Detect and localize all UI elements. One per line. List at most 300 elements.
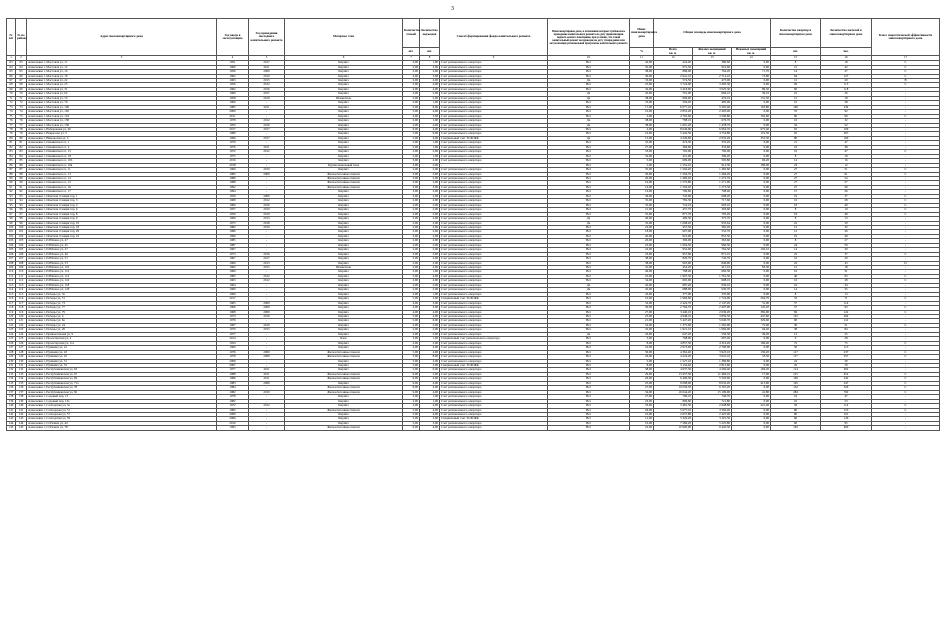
- table-cell: 1 008,20: [654, 221, 693, 225]
- table-cell: 2012: [249, 119, 285, 123]
- table-cell: Алексеевка г, Опытная станция тер, 22: [27, 234, 217, 238]
- table-cell: 4 948,10: [654, 315, 693, 319]
- table-cell: -: [249, 346, 285, 350]
- table-cell: 1958: [217, 96, 249, 100]
- table-cell: 145,20: [732, 306, 771, 310]
- table-cell: 2,00: [420, 283, 440, 287]
- table-cell: 2,00: [403, 203, 420, 207]
- table-cell: 2,00: [403, 61, 420, 65]
- table-cell: 2,00: [420, 221, 440, 225]
- table-cell: 3,00: [403, 172, 420, 176]
- table-cell: Алексеевка г, П.Юшано ул, 114: [27, 274, 217, 278]
- table-cell: 4,00: [420, 87, 440, 91]
- table-cell: 66: [16, 74, 27, 78]
- table-cell: 0,00: [732, 426, 771, 430]
- table-cell: 114: [7, 288, 16, 292]
- table-cell: Нет: [548, 306, 630, 310]
- table-cell: 2,00: [420, 341, 440, 345]
- table-cell: Кирпич: [285, 92, 403, 96]
- table-cell: C: [872, 381, 940, 385]
- table-cell: 138: [7, 395, 16, 399]
- unit-residents: чел.: [821, 48, 872, 56]
- table-cell: 152: [771, 386, 821, 390]
- table-cell: 69: [771, 310, 821, 314]
- table-cell: 3 560,40: [693, 408, 732, 412]
- table-cell: 721,80: [693, 399, 732, 403]
- table-cell: Счет регионального оператора: [440, 230, 548, 234]
- table-cell: Нет: [548, 297, 630, 301]
- table-cell: Алексеевка г, Садовый пер, 13: [27, 395, 217, 399]
- table-cell: -: [872, 395, 940, 399]
- table-cell: 4,00: [403, 301, 420, 305]
- table-cell: 94: [16, 199, 27, 203]
- table-cell: Счет регионального оператора: [440, 412, 548, 416]
- table-cell: 41,00: [630, 266, 654, 270]
- table-cell: 47: [821, 150, 872, 154]
- table-cell: Счет регионального оператора: [440, 368, 548, 372]
- table-cell: 9: [771, 337, 821, 341]
- table-cell: 26,00: [630, 355, 654, 359]
- table-cell: 17,00: [630, 105, 654, 109]
- table-cell: 0,00: [732, 337, 771, 341]
- table-cell: Счет регионального оператора: [440, 310, 548, 314]
- table-cell: 2,00: [420, 372, 440, 376]
- table-cell: 80: [771, 136, 821, 140]
- table-cell: 1977: [217, 332, 249, 336]
- table-cell: 4,00: [420, 386, 440, 390]
- table-cell: 94,20: [732, 328, 771, 332]
- table-cell: Кирпич: [285, 301, 403, 305]
- table-cell: Нет: [548, 101, 630, 105]
- table-cell: 2010: [249, 168, 285, 172]
- column-number: 16: [821, 56, 872, 61]
- table-cell: 0,00: [732, 221, 771, 225]
- table-cell: 675,40: [732, 127, 771, 131]
- table-cell: 1996: [217, 136, 249, 140]
- table-cell: 8,00: [630, 364, 654, 368]
- table-cell: 2 425,00: [693, 412, 732, 416]
- table-cell: 95: [7, 203, 16, 207]
- table-cell: Нет: [548, 257, 630, 261]
- table-cell: 6 490,30: [654, 377, 693, 381]
- table-cell: 65: [7, 70, 16, 74]
- table-cell: 972,30: [654, 65, 693, 69]
- table-cell: 38,00: [630, 96, 654, 100]
- table-cell: 102: [16, 234, 27, 238]
- table-cell: 1960: [217, 101, 249, 105]
- table-cell: 80: [16, 136, 27, 140]
- table-cell: Кирпич: [285, 145, 403, 149]
- table-cell: 2011: [249, 105, 285, 109]
- table-cell: 41,80: [732, 390, 771, 394]
- table-cell: 607,00: [654, 230, 693, 234]
- table-cell: 4,00: [420, 408, 440, 412]
- table-cell: Счет регионального оператора: [440, 87, 548, 91]
- table-cell: 133: [7, 372, 16, 376]
- table-cell: Счет регионального оператора: [440, 328, 548, 332]
- table-cell: 2,00: [420, 230, 440, 234]
- table-cell: 16: [771, 279, 821, 283]
- table-cell: 22,00: [630, 426, 654, 430]
- table-cell: 3,00: [403, 252, 420, 256]
- table-cell: 75: [7, 114, 16, 118]
- table-cell: 51: [821, 323, 872, 327]
- table-cell: Железобетонные панели: [285, 350, 403, 354]
- header-year-repair: Год проведения последнего капитального ремонта: [249, 19, 285, 56]
- table-cell: 1959: [217, 212, 249, 216]
- table-cell: 2012: [249, 404, 285, 408]
- table-cell: 5,00: [403, 83, 420, 87]
- table-cell: 2017: [217, 127, 249, 131]
- table-cell: 29: [821, 257, 872, 261]
- table-cell: -: [872, 346, 940, 350]
- table-cell: Нет: [548, 70, 630, 74]
- table-cell: 4,00: [403, 310, 420, 314]
- table-cell: 16: [821, 159, 872, 163]
- table-cell: 79: [7, 132, 16, 136]
- header-emergency: Многоквартирные дома, в отношении которых требовалось проведение капитального ремонта на дату приватизации первого жилого помещения, при условии, что такой капитальный ремонт не проведен на дату утверждения или актуализации региональной программы капитального ремонта: [548, 19, 630, 56]
- table-cell: 764,50: [693, 248, 732, 252]
- table-cell: 5,00: [403, 315, 420, 319]
- table-cell: 2,00: [420, 70, 440, 74]
- table-cell: 38,00: [630, 368, 654, 372]
- table-cell: 0,00: [732, 154, 771, 158]
- table-cell: 2 424,70: [654, 301, 693, 305]
- table-cell: 3 859,50: [693, 315, 732, 319]
- table-cell: 12: [771, 230, 821, 234]
- table-cell: Кирпич: [285, 359, 403, 363]
- table-cell: Алексеевка г, Ольминского п, 16: [27, 185, 217, 189]
- table-cell: 22: [771, 221, 821, 225]
- table-cell: Алексеевка г, Мостовая ул, 74: [27, 96, 217, 100]
- table-cell: 130: [16, 359, 27, 363]
- table-cell: 4 362,40: [654, 350, 693, 354]
- table-cell: -: [249, 248, 285, 252]
- table-cell: 109: [821, 127, 872, 131]
- table-cell: 28: [821, 101, 872, 105]
- table-cell: -: [249, 141, 285, 145]
- table-cell: 886,90: [654, 70, 693, 74]
- table-cell: Счет регионального оператора: [440, 355, 548, 359]
- table-cell: 104: [16, 243, 27, 247]
- table-cell: Нет: [548, 181, 630, 185]
- table-cell: 594,20: [654, 101, 693, 105]
- table-cell: 73,80: [732, 74, 771, 78]
- table-cell: 2,00: [403, 225, 420, 229]
- table-cell: Алексеевка г, Республиканская ул, 78: [27, 386, 217, 390]
- table-cell: 0,00: [732, 65, 771, 69]
- table-cell: 393,60: [693, 208, 732, 212]
- table-cell: Кирпич: [285, 123, 403, 127]
- table-cell: Алексеевка г, Ст.Разина ул, 44: [27, 421, 217, 425]
- table-cell: Алексеевка г, Набережная ул, 46: [27, 127, 217, 131]
- table-cell: 363,60: [693, 239, 732, 243]
- table-cell: 366,90: [654, 145, 693, 149]
- table-cell: 933,64: [693, 221, 732, 225]
- table-cell: Да: [548, 332, 630, 336]
- table-cell: Кирпич: [285, 203, 403, 207]
- table-cell: 32: [821, 119, 872, 123]
- table-cell: 3,00: [420, 417, 440, 421]
- table-cell: 2 147,20: [693, 301, 732, 305]
- table-cell: 16: [771, 119, 821, 123]
- table-cell: 1 966,60: [654, 297, 693, 301]
- table-cell: Железобетонные панели: [285, 176, 403, 180]
- table-cell: 3 590,80: [693, 114, 732, 118]
- table-cell: 3,00: [420, 181, 440, 185]
- table-cell: -: [249, 319, 285, 323]
- table-cell: 2017: [249, 127, 285, 131]
- table-cell: -: [249, 412, 285, 416]
- table-cell: 606,60: [654, 96, 693, 100]
- table-cell: 717,60: [693, 199, 732, 203]
- table-cell: 88: [7, 172, 16, 176]
- table-cell: Кирпич: [285, 132, 403, 136]
- table-cell: Нет: [548, 225, 630, 229]
- table-cell: 1 527,10: [654, 359, 693, 363]
- table-cell: Счет регионального оператора: [440, 159, 548, 163]
- table-cell: 16: [771, 270, 821, 274]
- header-total: Всего кв. м.: [654, 48, 693, 56]
- table-cell: 1967: [217, 248, 249, 252]
- table-cell: -: [872, 127, 940, 131]
- table-cell: 72: [771, 341, 821, 345]
- table-cell: 109: [771, 377, 821, 381]
- table-cell: 0,00: [732, 261, 771, 265]
- table-cell: 5 225,80: [693, 421, 732, 425]
- table-cell: 4 316,20: [693, 341, 732, 345]
- table-cell: 21,00: [630, 319, 654, 323]
- table-cell: Нет: [548, 234, 630, 238]
- table-cell: 699,00: [654, 159, 693, 163]
- table-cell: Кирпич: [285, 141, 403, 145]
- table-cell: Счет регионального оператора: [440, 386, 548, 390]
- table-cell: Да: [548, 96, 630, 100]
- table-cell: 28: [821, 279, 872, 283]
- table-cell: 97: [16, 212, 27, 216]
- table-cell: 2,00: [403, 101, 420, 105]
- table-cell: 27,00: [630, 145, 654, 149]
- table-cell: 0,00: [732, 110, 771, 114]
- table-cell: Кирпич: [285, 274, 403, 278]
- table-cell: Счет регионального оператора: [440, 421, 548, 425]
- table-cell: 2,00: [420, 199, 440, 203]
- table-cell: 666,10: [693, 92, 732, 96]
- table-cell: 2 630,20: [693, 310, 732, 314]
- table-cell: Счет регионального оператора: [440, 212, 548, 216]
- table-cell: 133: [16, 372, 27, 376]
- table-cell: 9 167,20: [693, 386, 732, 390]
- table-cell: 14: [771, 159, 821, 163]
- table-cell: Алексеевка г, Республиканская ул, 82: [27, 390, 217, 394]
- table-cell: -: [249, 399, 285, 403]
- table-cell: 10,00: [630, 110, 654, 114]
- table-cell: 96: [16, 208, 27, 212]
- column-number: 4: [217, 56, 249, 61]
- table-cell: 1 724,00: [693, 297, 732, 301]
- table-cell: 1985: [217, 172, 249, 176]
- table-cell: 122: [821, 310, 872, 314]
- table-cell: 75,00: [732, 323, 771, 327]
- table-cell: 4,00: [420, 123, 440, 127]
- table-cell: 74: [7, 110, 16, 114]
- table-cell: 3 025,30: [693, 87, 732, 91]
- table-cell: 63: [16, 61, 27, 65]
- table-cell: Алексеевка г, Победы ул, 77: [27, 306, 217, 310]
- table-cell: 2,00: [420, 243, 440, 247]
- table-cell: 5,00: [630, 359, 654, 363]
- table-cell: Алексеевка г, Некрасова ул, 5: [27, 132, 217, 136]
- table-cell: 665,90: [654, 279, 693, 283]
- table-cell: 81: [16, 141, 27, 145]
- table-cell: Счет регионального оператора: [440, 119, 548, 123]
- table-cell: 134: [16, 377, 27, 381]
- table-cell: Алексеевка г, Пушкина ул, 41: [27, 346, 217, 350]
- table-cell: 103,80: [732, 105, 771, 109]
- table-cell: 1,00: [420, 141, 440, 145]
- table-cell: Алексеевка г, Победы ул, 51: [27, 297, 217, 301]
- table-cell: 5,00: [403, 105, 420, 109]
- table-cell: Кирпич: [285, 150, 403, 154]
- table-cell: Алексеевка г, Победы ул, 24: [27, 323, 217, 327]
- table-cell: 262: [821, 368, 872, 372]
- column-number: 12: [654, 56, 693, 61]
- table-cell: 110: [7, 270, 16, 274]
- table-cell: Алексеевка г, Республиканская ул, 63: [27, 368, 217, 372]
- table-cell: Нет: [548, 252, 630, 256]
- table-cell: 1976: [217, 145, 249, 149]
- table-cell: 16,00: [630, 190, 654, 194]
- table-cell: 1 265,90: [693, 323, 732, 327]
- table-cell: 2,00: [420, 159, 440, 163]
- table-cell: 120: [7, 315, 16, 319]
- column-number: 17: [872, 56, 940, 61]
- table-cell: 8,00: [630, 341, 654, 345]
- table-cell: Алексеевка г, Ольминского п, 14: [27, 176, 217, 180]
- table-cell: 65: [771, 127, 821, 131]
- table-cell: 49,20: [732, 332, 771, 336]
- table-cell: -: [872, 185, 940, 189]
- table-cell: 107: [16, 257, 27, 261]
- table-cell: -: [872, 217, 940, 221]
- table-cell: Блок: [285, 337, 403, 341]
- table-cell: Алексеевка г, Ольминского п, 15: [27, 150, 217, 154]
- table-cell: 35,00: [630, 141, 654, 145]
- table-cell: 2,00: [420, 150, 440, 154]
- table-cell: Железобетонные панели: [285, 372, 403, 376]
- table-cell: 3 418,60: [654, 87, 693, 91]
- table-cell: Алексеевка г, П.Юшано ул, 53: [27, 261, 217, 265]
- table-cell: C: [872, 70, 940, 74]
- table-cell: 4,00: [420, 346, 440, 350]
- table-cell: 4,00: [420, 127, 440, 131]
- table-cell: 2,00: [403, 270, 420, 274]
- table-cell: 2,00: [420, 234, 440, 238]
- table-cell: 126: [7, 341, 16, 345]
- table-cell: 57: [771, 306, 821, 310]
- table-cell: Счет регионального оператора: [440, 221, 548, 225]
- table-cell: 3,00: [420, 252, 440, 256]
- table-cell: 100: [16, 225, 27, 229]
- table-cell: 89: [16, 176, 27, 180]
- table-cell: 2,00: [403, 230, 420, 234]
- table-cell: 89: [7, 176, 16, 180]
- table-cell: Алексеевка г, Мостовая ул, 12: [27, 65, 217, 69]
- table-cell: -: [872, 159, 940, 163]
- table-cell: 8: [771, 217, 821, 221]
- table-cell: -: [249, 283, 285, 287]
- table-cell: 40: [771, 274, 821, 278]
- table-cell: Алексеевка г, Ольминского п, 10б: [27, 159, 217, 163]
- table-cell: 2017: [217, 297, 249, 301]
- table-cell: 169: [821, 136, 872, 140]
- table-cell: 1 570,80: [654, 181, 693, 185]
- table-cell: 2 714,10: [693, 74, 732, 78]
- table-cell: -: [872, 417, 940, 421]
- table-cell: 4,00: [420, 83, 440, 87]
- header-energy-class: Класс энергетической эффективности многоквартирного дома: [872, 19, 940, 56]
- table-cell: Нет: [548, 127, 630, 131]
- table-cell: 3 724,00: [654, 83, 693, 87]
- table-cell: Алексеевка г, П.Юшано ул, 116: [27, 279, 217, 283]
- table-cell: 35,00: [630, 212, 654, 216]
- table-cell: Кирпич: [285, 306, 403, 310]
- table-cell: 2,00: [403, 141, 420, 145]
- table-cell: 355,50: [732, 136, 771, 140]
- table-cell: 1975: [217, 154, 249, 158]
- table-cell: 335,00: [693, 292, 732, 296]
- table-cell: 2015: [249, 266, 285, 270]
- table-cell: 14: [771, 70, 821, 74]
- table-cell: Кирпич: [285, 105, 403, 109]
- table-cell: 1982: [217, 390, 249, 394]
- table-cell: Счет регионального оператора: [440, 176, 548, 180]
- table-cell: 1986: [217, 377, 249, 381]
- table-cell: 2,00: [420, 203, 440, 207]
- table-cell: Алексеевка г, Победы ул, 26: [27, 328, 217, 332]
- table-cell: 4,00: [420, 381, 440, 385]
- table-cell: 2009: [249, 301, 285, 305]
- table-cell: -: [872, 315, 940, 319]
- table-cell: Счет регионального оператора: [440, 390, 548, 394]
- table-cell: C: [872, 172, 940, 176]
- table-cell: -: [872, 132, 940, 136]
- table-cell: 80: [7, 136, 16, 140]
- table-cell: 1 271,90: [693, 181, 732, 185]
- table-cell: Нет: [548, 372, 630, 376]
- table-cell: 115: [7, 292, 16, 296]
- table-cell: 3,00: [420, 297, 440, 301]
- table-cell: 130: [7, 359, 16, 363]
- table-cell: -: [249, 297, 285, 301]
- table-cell: Счет регионального оператора: [440, 346, 548, 350]
- table-cell: 85: [16, 159, 27, 163]
- table-cell: 0,00: [732, 399, 771, 403]
- table-cell: 18: [821, 266, 872, 270]
- table-cell: C: [872, 65, 940, 69]
- table-cell: 42: [821, 65, 872, 69]
- table-cell: 1 004,50: [654, 243, 693, 247]
- table-cell: 4,00: [420, 315, 440, 319]
- table-cell: -: [249, 110, 285, 114]
- table-cell: Кирпич: [285, 159, 403, 163]
- table-cell: Кирпич: [285, 323, 403, 327]
- table-cell: 4 754,80: [693, 132, 732, 136]
- table-cell: Счет регионального оператора: [440, 332, 548, 336]
- table-cell: 2017: [249, 92, 285, 96]
- table-cell: 35,00: [630, 168, 654, 172]
- table-cell: 8: [771, 208, 821, 212]
